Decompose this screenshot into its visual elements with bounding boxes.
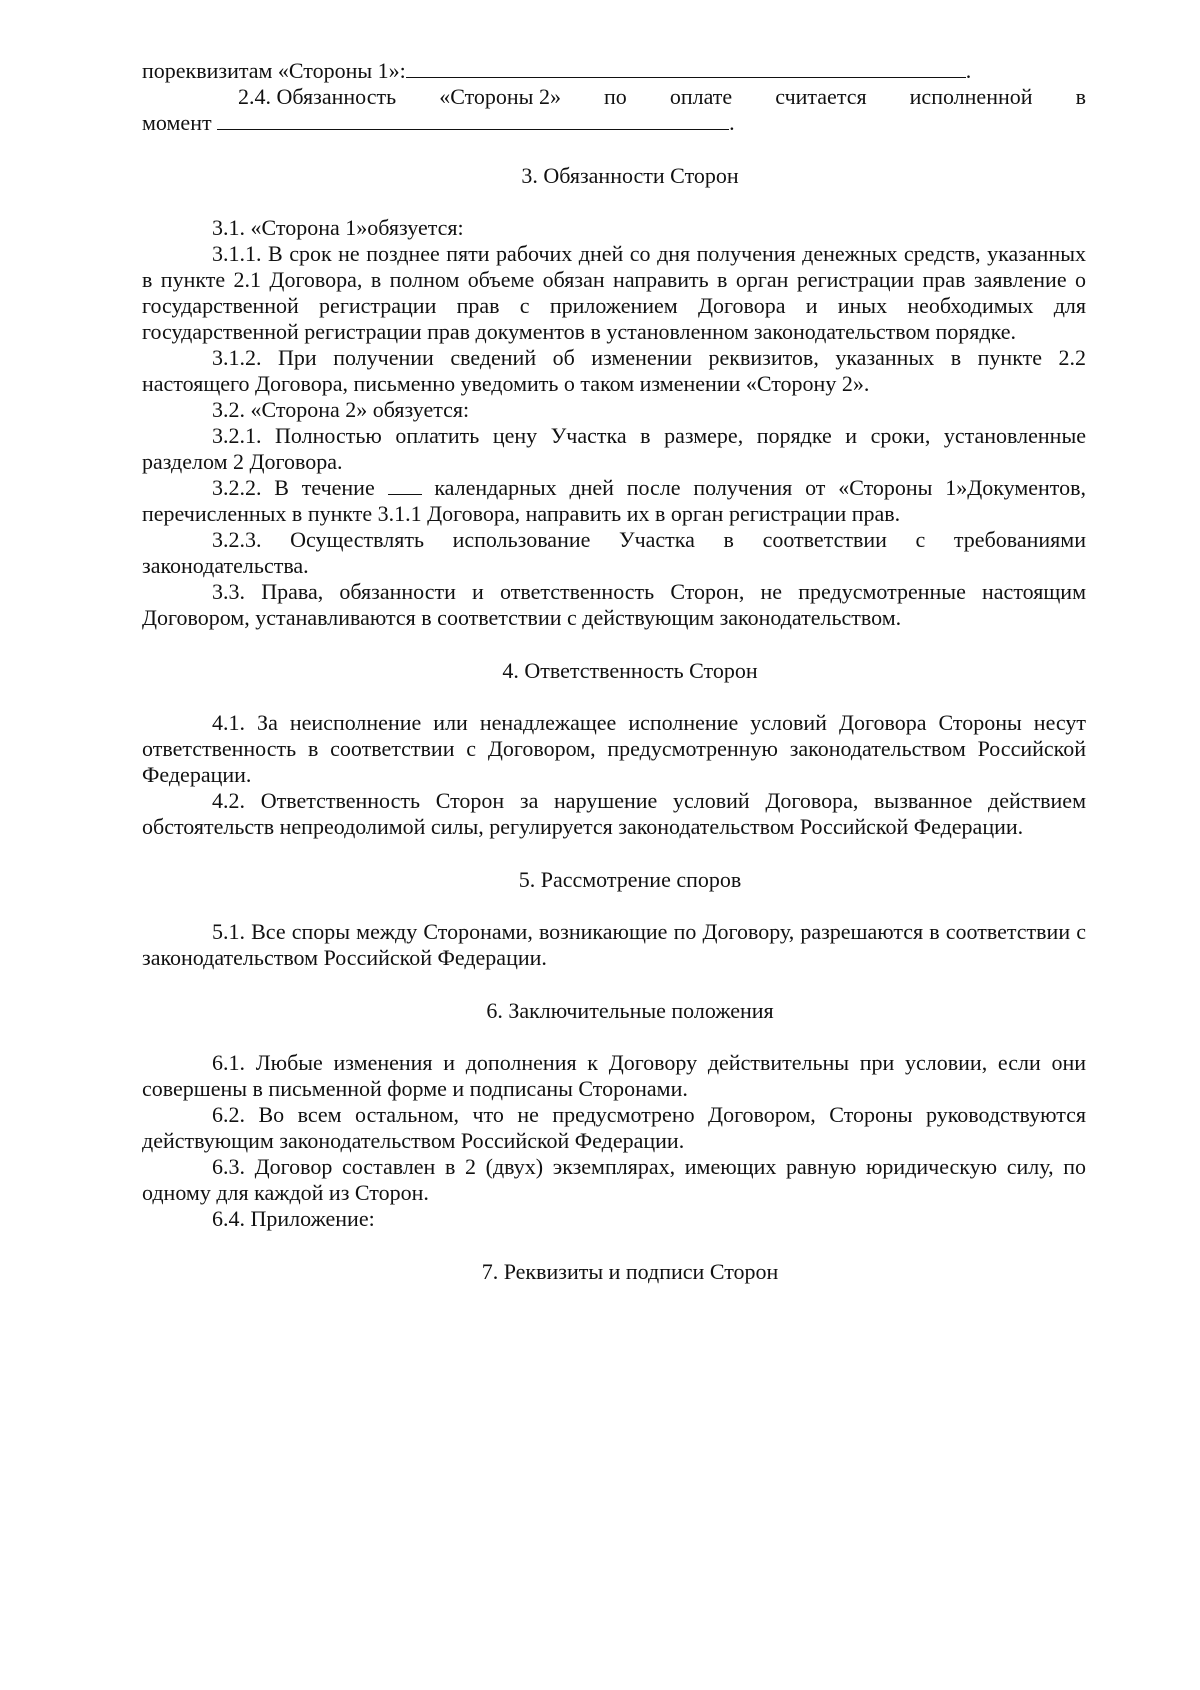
clause-4-1: 4.1. За неисполнение или ненадлежащее исполнение условий Договора Стороны несут ответственность в соответствии с Договором, предусмотренную законодательством Российской Федерации.	[142, 710, 1086, 787]
clause-2-4-end: .	[729, 110, 735, 135]
clause-2-4-word: в	[1075, 84, 1086, 109]
clause-5-1: 5.1. Все споры между Сторонами, возникающие по Договору, разрешаются в соответствии с законодательством Российской Федерации.	[142, 919, 1086, 970]
clause-2-4-cont	[142, 110, 1086, 136]
clause-2-4-word: считается	[775, 84, 867, 109]
clause-3-2-2-rest: календарных дней после получения от «Стороны 1»Документов, перечисленных в пункте 3.1.1 Договора, направить их в орган регистрации прав.	[142, 475, 1087, 526]
clause-3-2-3: 3.2.3. Осуществлять использование Участка в соответствии с требованиями законодательства.	[142, 527, 1086, 578]
clause-6-1: 6.1. Любые изменения и дополнения к Договору действительны при условии, если они совершены в письменной форме и подписаны Сторонами.	[142, 1050, 1086, 1101]
clause-6-3: 6.3. Договор составлен в 2 (двух) экземплярах, имеющих равную юридическую силу, по одному для каждой из Сторон.	[142, 1154, 1086, 1205]
blank-field-days	[388, 476, 422, 495]
clause-2-4-word: по	[604, 84, 627, 109]
section-4-heading: 4. Ответственность Сторон	[502, 658, 758, 683]
clause-2-3-end: .	[965, 58, 972, 83]
clause-4-2: 4.2. Ответственность Сторон за нарушение условий Договора, вызванное действием обстоятельств непреодолимой силы, регулируется законодательством Российской Федерации.	[142, 788, 1086, 839]
section-3-heading: 3. Обязанности Сторон	[521, 163, 739, 188]
clause-3-1-2: 3.1.2. При получении сведений об изменении реквизитов, указанных в пункте 2.2 настоящего Договора, письменно уведомить о таком изменении «Сторону 2».	[142, 345, 1086, 396]
clause-2-3-text: пореквизитам «Стороны 1»:	[142, 58, 406, 83]
document-body	[142, 58, 1086, 1285]
blank-field-requisites	[406, 59, 966, 78]
clause-3-3: 3.3. Права, обязанности и ответственность Сторон, не предусмотренные настоящим Договором, устанавливаются в соответствии с действующим законодательством.	[142, 579, 1086, 630]
clause-2-4-word: «Стороны 2»	[439, 84, 561, 109]
clause-2-4-cont-text: момент	[142, 110, 212, 135]
clause-2-4-word: 2.4. Обязанность	[238, 84, 397, 109]
clause-2-4-word: оплате	[669, 84, 733, 109]
blank-field-moment	[217, 111, 729, 130]
section-6-heading: 6. Заключительные положения	[486, 998, 774, 1023]
clause-3-1: 3.1. «Сторона 1»обязуется:	[212, 215, 464, 240]
clause-3-2-2	[142, 475, 1086, 527]
section-7-heading: 7. Реквизиты и подписи Сторон	[481, 1259, 779, 1284]
section-5-heading: 5. Рассмотрение споров	[518, 867, 742, 892]
clause-6-2: 6.2. Во всем остальном, что не предусмотрено Договором, Стороны руководствуются действующим законодательством Российской Федерации.	[142, 1102, 1086, 1153]
clause-6-4: 6.4. Приложение:	[212, 1206, 375, 1231]
clause-2-4-line	[142, 84, 1086, 110]
clause-3-2-1: 3.2.1. Полностью оплатить цену Участка в размере, порядке и сроки, установленные разделом 2 Договора.	[142, 423, 1086, 474]
clause-2-4-word: исполненной	[909, 84, 1033, 109]
clause-3-2-2-start: 3.2.2. В течение	[212, 475, 375, 500]
clause-3-1-1: 3.1.1. В срок не позднее пяти рабочих дней со дня получения денежных средств, указанных в пункте 2.1 Договора, в полном объеме обязан направить в орган регистрации прав заявление о государственной регистрации прав с приложением Договора и иных необходимых для государственной регистрации прав документов в установленном законодательством порядке.	[142, 241, 1086, 344]
clause-2-3-tail	[142, 58, 1086, 84]
clause-3-2: 3.2. «Сторона 2» обязуется:	[212, 397, 470, 422]
